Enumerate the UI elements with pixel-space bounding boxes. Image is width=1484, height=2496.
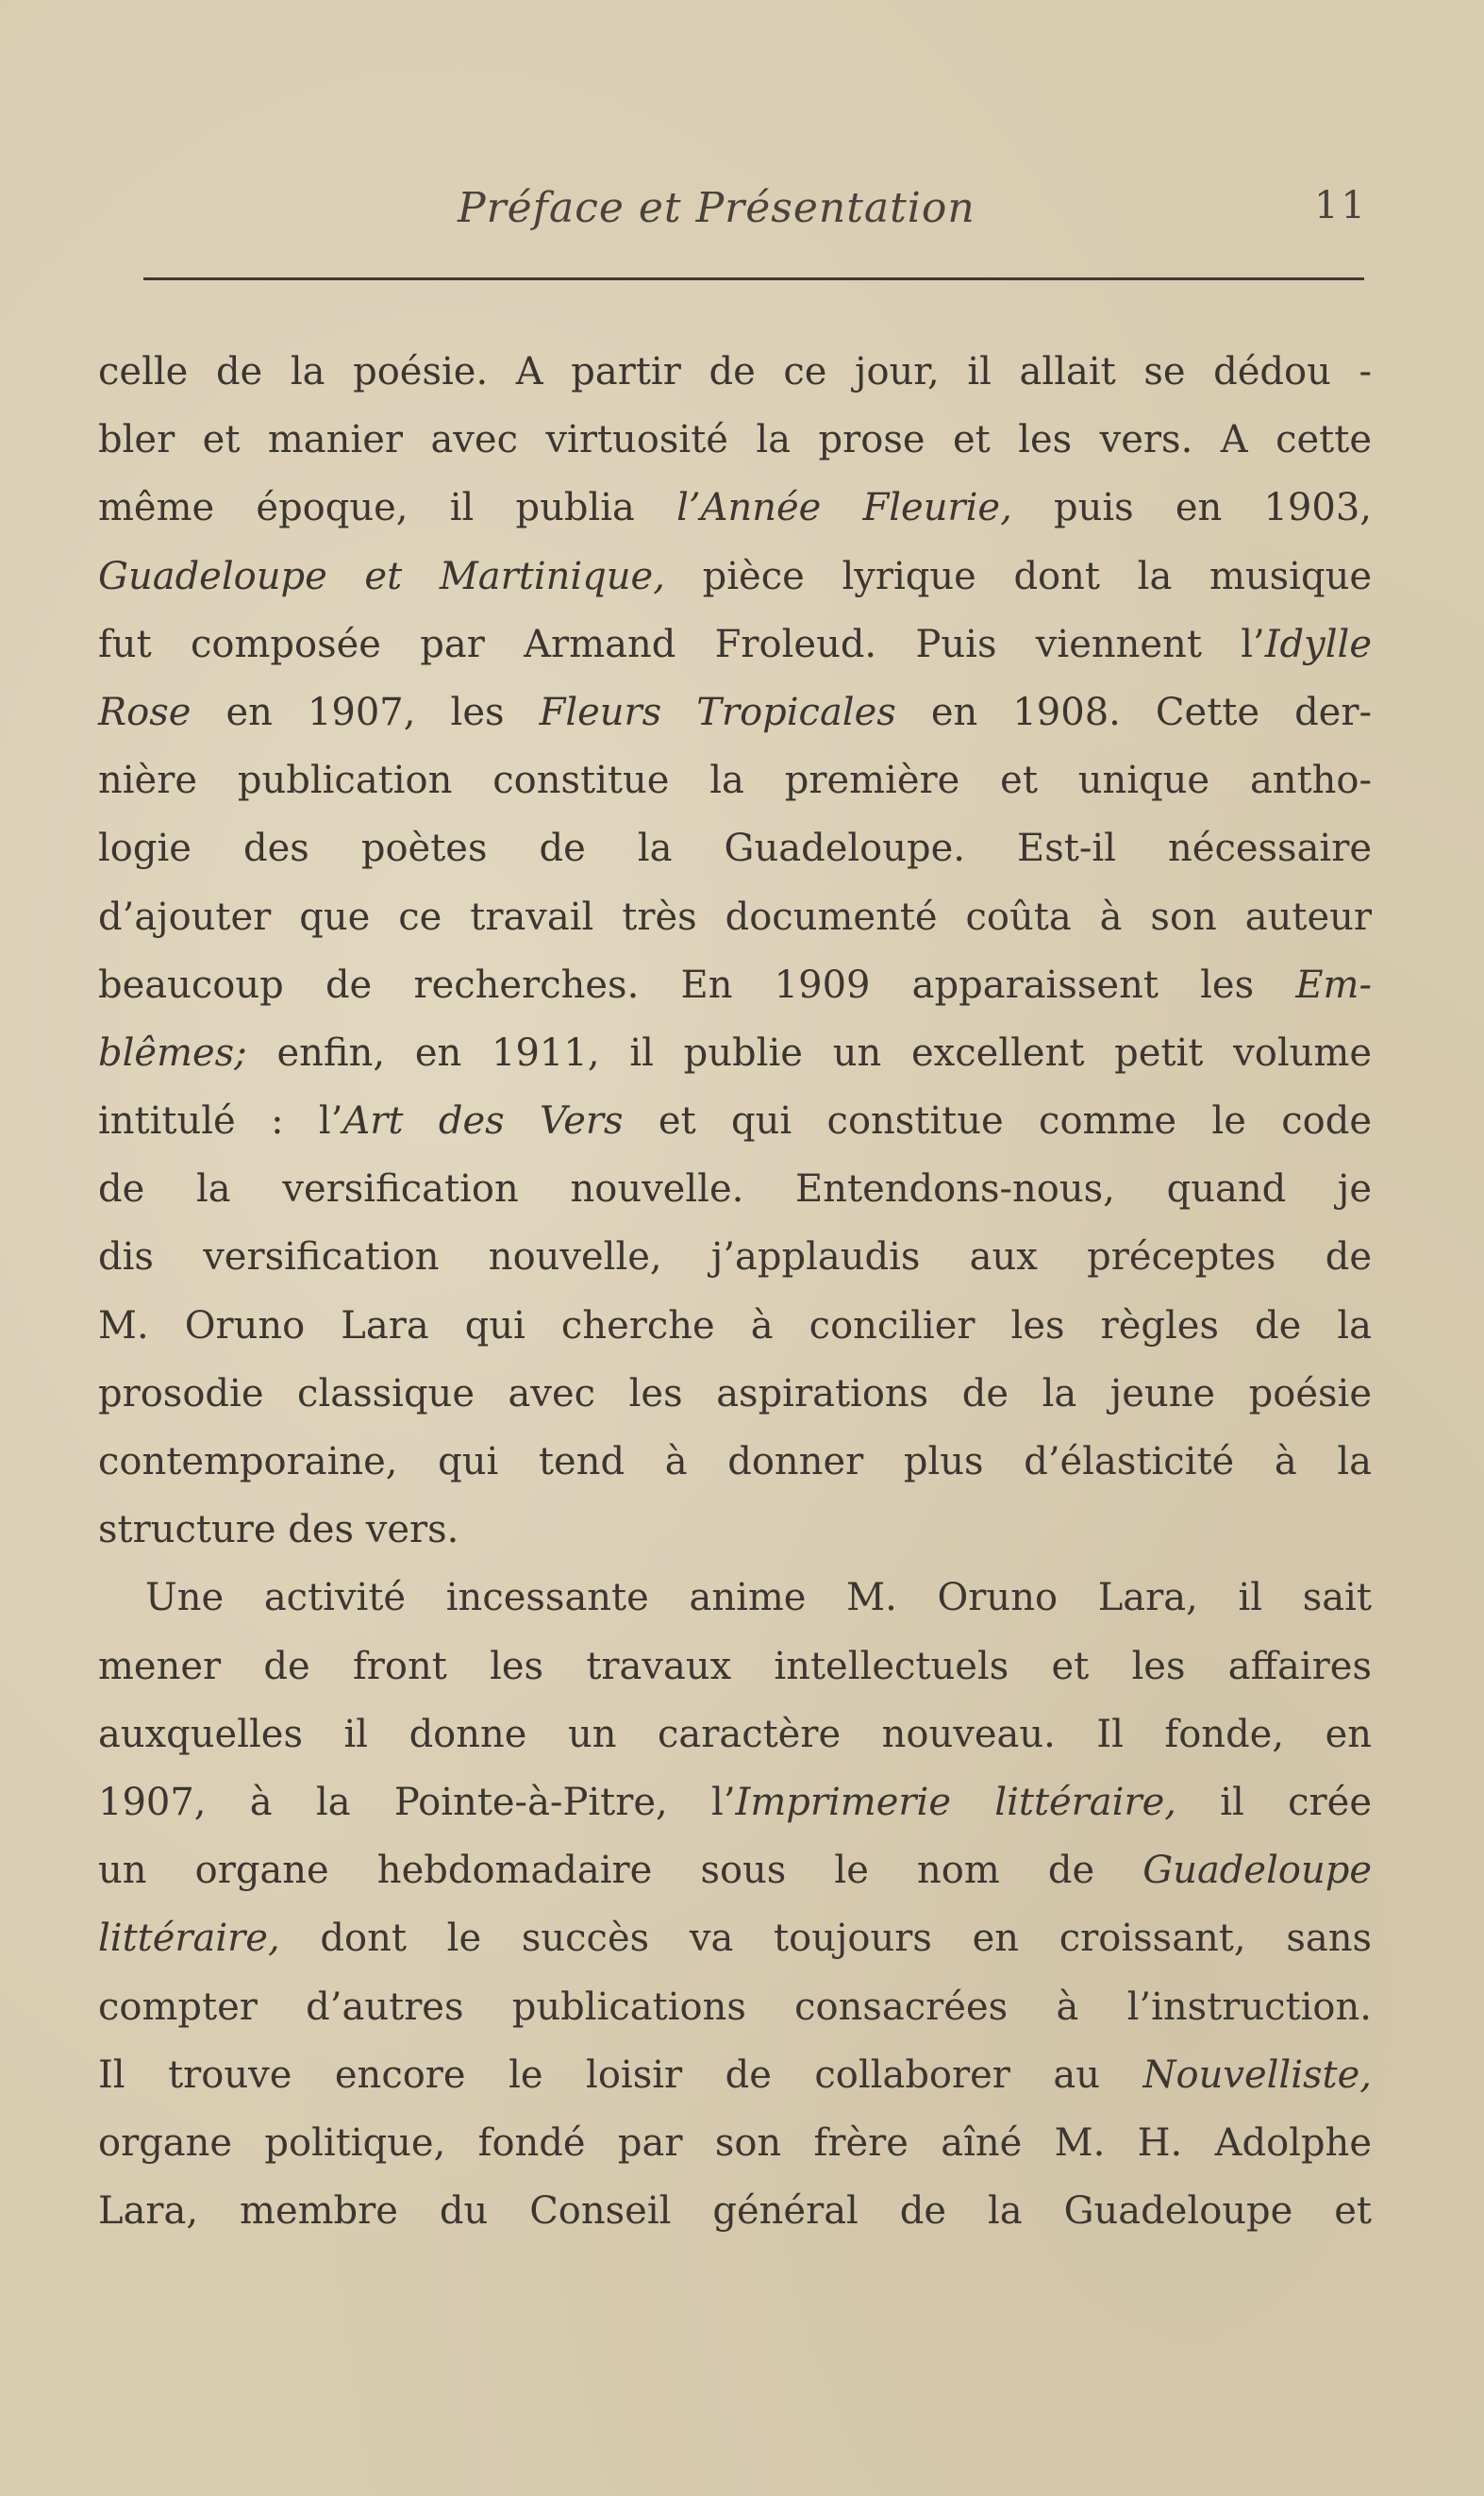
text-run: Il trouve encore le loisir de collaborer au (98, 2052, 1143, 2097)
text-line (98, 883, 1372, 951)
text-line (98, 1155, 1372, 1223)
text-run: il crée (1176, 1780, 1373, 1824)
text-line (98, 1973, 1372, 2041)
text-line (98, 1633, 1372, 1700)
text-line (98, 406, 1372, 474)
text-run: même époque, il publia (98, 486, 677, 530)
page-header (142, 184, 1368, 250)
text-line (98, 1223, 1372, 1291)
text-line (98, 1019, 1372, 1087)
text-run: nière publication constitue la première et unique antho- (98, 759, 1372, 803)
text-run: enfin, en 1911, il publie un excellent petit volume (246, 1030, 1372, 1075)
text-run: beaucoup de recherches. En 1909 apparaissent les (98, 963, 1296, 1007)
italic-run: Imprimerie littéraire, (735, 1780, 1176, 1824)
text-run: compter d’autres publications consacrées à l’instruction. (98, 1985, 1372, 2029)
text-line (98, 1496, 1372, 1564)
text-run: logie des poètes de la Guadeloupe. Est-il nécessaire (98, 827, 1372, 871)
text-run: celle de la poésie. A partir de ce jour, il allait se dédou - (98, 350, 1372, 394)
text-line (98, 611, 1372, 678)
text-run: pièce lyrique dont la musique (664, 554, 1373, 598)
text-run: contemporaine, qui tend à donner plus d’élasticité à la (98, 1440, 1372, 1483)
text-run: Une activité incessante anime M. Oruno Lara, il sait (145, 1576, 1372, 1620)
italic-run: littéraire, (98, 1917, 280, 1961)
text-run: dont le succès va toujours en croissant, sans (279, 1917, 1372, 1961)
text-run: bler et manier avec virtuosité la prose et les vers. A cette (98, 418, 1372, 462)
text-line (98, 1360, 1372, 1428)
italic-run: Nouvelliste, (1142, 2052, 1372, 2097)
text-line (98, 1700, 1372, 1768)
text-run: structure des vers. (98, 1508, 459, 1552)
header-rule (143, 277, 1364, 280)
text-line (98, 951, 1372, 1019)
text-run: mener de front les travaux intellectuels et les affaires (98, 1644, 1372, 1688)
text-line (98, 1564, 1372, 1632)
text-line (98, 1768, 1372, 1836)
italic-run: Guadeloupe et Martinique, (98, 554, 665, 598)
text-line (98, 678, 1372, 746)
text-run: M. Oruno Lara qui cherche à concilier les règles de la (98, 1303, 1372, 1348)
text-line (98, 2109, 1372, 2177)
text-run: un organe hebdomadaire sous le nom de (98, 1849, 1143, 1893)
italic-run: Guadeloupe (1142, 1849, 1372, 1893)
text-run: puis en 1903, (1011, 486, 1372, 530)
italic-run: Idylle (1264, 622, 1372, 666)
text-line (98, 1292, 1372, 1360)
text-line (98, 474, 1372, 542)
page-number: 11 (1314, 184, 1368, 227)
italic-run: l’Année Fleurie, (676, 486, 1012, 530)
body-text (98, 338, 1372, 2245)
italic-run: blêmes; (98, 1030, 247, 1075)
text-line (98, 338, 1372, 406)
text-line (98, 1836, 1372, 1904)
text-line (98, 2177, 1372, 2245)
text-run: de la versification nouvelle. Entendons-nous, quand je (98, 1167, 1372, 1212)
text-run: organe politique, fondé par son frère aîné M. H. Adolphe (98, 2120, 1372, 2165)
italic-run: Art des Vers (342, 1099, 624, 1144)
italic-run: Em- (1295, 963, 1372, 1007)
text-line (98, 814, 1372, 882)
text-run: en 1908. Cette der- (895, 690, 1372, 734)
text-line (98, 746, 1372, 814)
text-line (98, 1904, 1372, 1972)
text-run: prosodie classique avec les aspirations de la jeune poésie (98, 1371, 1372, 1416)
italic-run: Rose (98, 690, 192, 734)
text-run: Lara, membre du Conseil général de la Guadeloupe et (98, 2189, 1372, 2234)
text-run: d’ajouter que ce travail très documenté coûta à son auteur (98, 895, 1372, 939)
text-line (98, 543, 1372, 611)
text-run: intitulé : l’ (98, 1099, 343, 1144)
text-run: auxquelles il donne un caractère nouveau. Il fonde, en (98, 1712, 1372, 1756)
text-run: fut composée par Armand Froleud. Puis viennent l’ (98, 622, 1265, 666)
text-run: 1907, à la Pointe-à-Pitre, l’ (98, 1780, 736, 1824)
text-run: en 1907, les (191, 690, 540, 734)
running-title: Préface et Présentation (458, 184, 975, 232)
text-run: et qui constitue comme le code (623, 1099, 1372, 1144)
text-line (98, 2041, 1372, 2109)
italic-run: Fleurs Tropicales (539, 690, 896, 734)
text-run: dis versification nouvelle, j’applaudis aux préceptes de (98, 1235, 1372, 1280)
text-line (98, 1428, 1372, 1496)
text-line (98, 1087, 1372, 1155)
